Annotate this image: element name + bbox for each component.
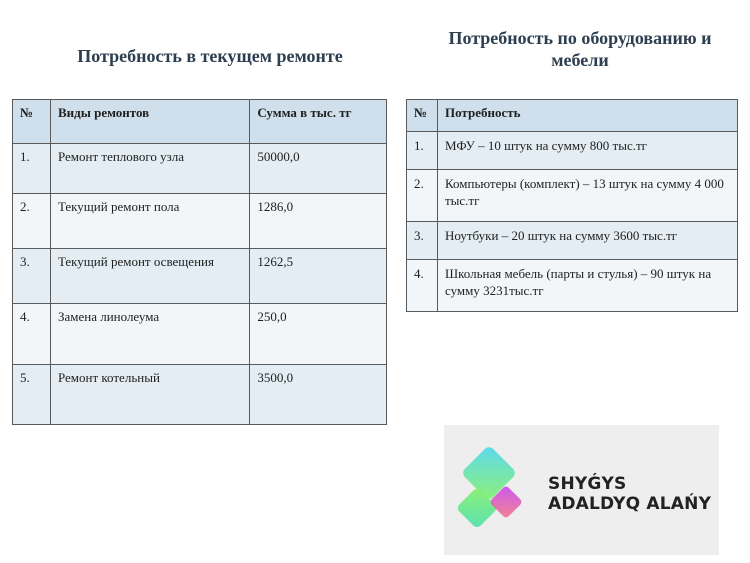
repairs-table (12, 99, 387, 425)
table-header-row (13, 100, 387, 144)
table-row (13, 249, 387, 304)
repair-amount: 3500,0 (250, 365, 387, 425)
row-number: 4. (13, 304, 51, 365)
row-number: 3. (407, 222, 438, 260)
table-row (407, 260, 738, 312)
repairs-title: Потребность в текущем ремонте (77, 46, 343, 66)
header-need: Потребность (437, 100, 737, 132)
logo-text (548, 474, 711, 514)
repair-amount: 1286,0 (250, 194, 387, 249)
table-row (13, 144, 387, 194)
logo-card (444, 425, 719, 555)
table-row (407, 132, 738, 170)
logo-line-1: SHYǴYS (548, 474, 627, 494)
table-header-row (407, 100, 738, 132)
header-number: № (407, 100, 438, 132)
header-number: № (13, 100, 51, 144)
row-number: 5. (13, 365, 51, 425)
repair-amount: 250,0 (250, 304, 387, 365)
repair-type: Ремонт теплового узла (50, 144, 249, 194)
row-number: 2. (407, 170, 438, 222)
repair-type: Текущий ремонт пола (50, 194, 249, 249)
logo-line-2: ADALDYQ ALAŃY (548, 494, 712, 514)
repair-amount: 1262,5 (250, 249, 387, 304)
need-item: МФУ – 10 штук на сумму 800 тыс.тг (437, 132, 737, 170)
table-row (13, 194, 387, 249)
equipment-table (406, 99, 738, 312)
repair-amount: 50000,0 (250, 144, 387, 194)
table-row (13, 304, 387, 365)
row-number: 1. (407, 132, 438, 170)
repair-type: Ремонт котельный (50, 365, 249, 425)
need-item: Ноутбуки – 20 штук на сумму 3600 тыс.тг (437, 222, 737, 260)
repair-type: Замена линолеума (50, 304, 249, 365)
repair-type: Текущий ремонт освещения (50, 249, 249, 304)
header-amount: Сумма в тыс. тг (250, 100, 387, 144)
row-number: 4. (407, 260, 438, 312)
table-row (407, 222, 738, 260)
need-item: Компьютеры (комплект) – 13 штук на сумму 4 000 тыс.тг (437, 170, 737, 222)
row-number: 2. (13, 194, 51, 249)
table-row (13, 365, 387, 425)
header-repair-type: Виды ремонтов (50, 100, 249, 144)
row-number: 3. (13, 249, 51, 304)
row-number: 1. (13, 144, 51, 194)
table-row (407, 170, 738, 222)
need-item: Школьная мебель (парты и стулья) – 90 штук на сумму 3231тыс.тг (437, 260, 737, 312)
equipment-title: Потребность по оборудованию и мебели (448, 28, 712, 70)
logo-mark-icon (444, 425, 544, 555)
